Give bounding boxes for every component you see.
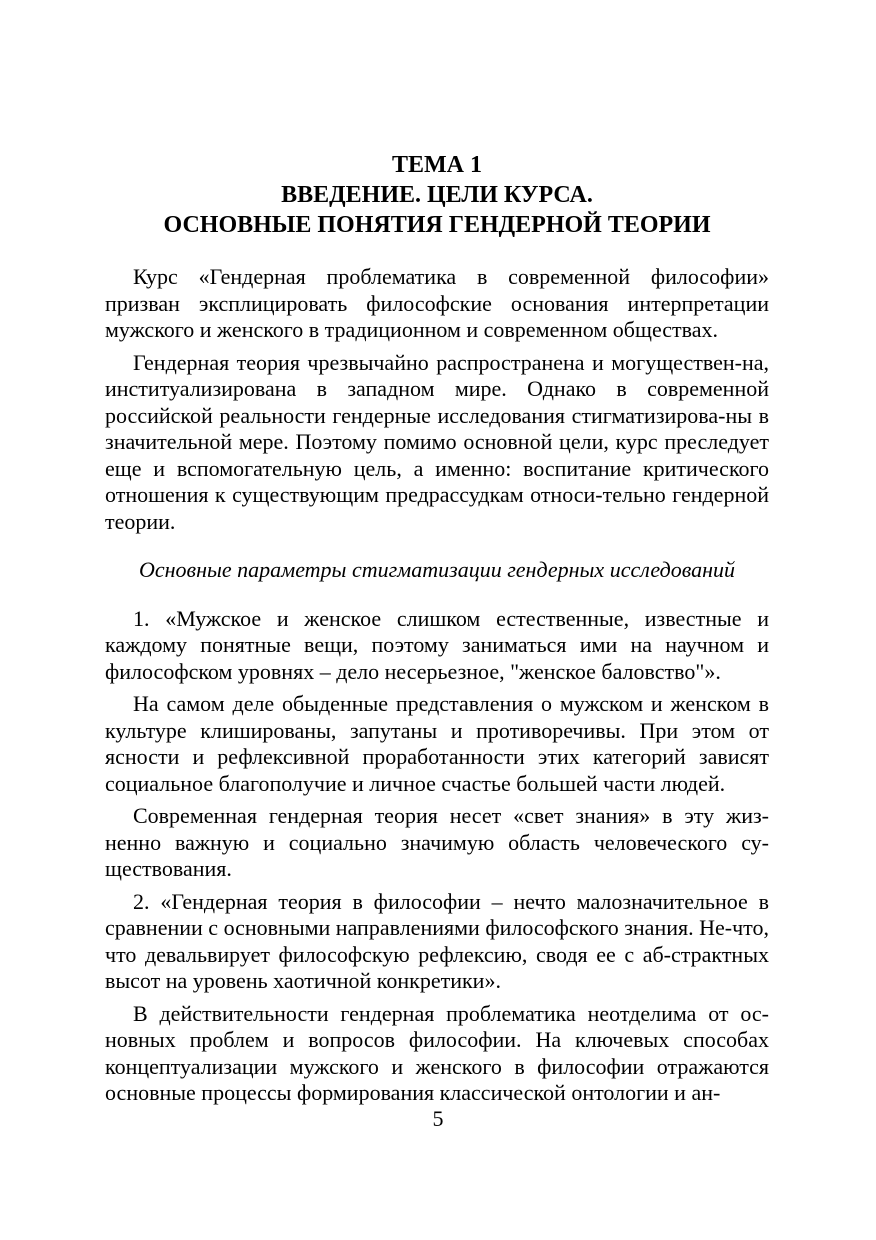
page-number: 5 [432, 1106, 444, 1131]
paragraph-light-of-knowledge: Современная гендерная теория несет «свет знания» в эту жиз-ненно важную и социально значимую область человеческого су-ществования. [105, 803, 769, 881]
paragraph-inseparable: В действительности гендерная проблематика неотделима от ос-новных проблем и вопросов философии. На ключевых способах концептуализации мужского и женского в философии отражаются основные процессы формирования классической онтологии и ан- [105, 1000, 769, 1105]
section-subheading: Основные параметры стигматизации гендерных исследований [138, 557, 736, 582]
paragraph-everyday-notions: На самом деле обыденные представления о мужском и женском в культуре клишированы, запутаны и противоречивы. При этом от ясности и рефлексивной проработанности этих категорий зависят социальное благополучие и личное счастье большей части людей. [105, 691, 769, 796]
paragraph-stigma-1: 1. «Мужское и женское слишком естественные, известные и каждому понятные вещи, поэтому заниматься ими на научном и философском уровнях – дело несерьезное, "женское баловство"». [105, 605, 769, 684]
chapter-title [105, 150, 769, 240]
chapter-title-line-1: ВВЕДЕНИЕ. ЦЕЛИ КУРСА. [281, 182, 593, 208]
chapter-number: ТЕМА 1 [392, 152, 482, 178]
page-content [105, 150, 769, 1113]
paragraph-gender-theory: Гендерная теория чрезвычайно распространена и могуществен-на, институализирована в западном мире. Однако в современной российской реальности гендерные исследования стигматизирова-ны в значительной мере. Поэтому помимо основной цели, курс преследует еще и вспомогательную цель, а именно: воспитание критического отношения к существующим предрассудкам относи-тельно гендерной теории. [105, 349, 769, 534]
paragraph-course-intro: Курс «Гендерная проблематика в современной философии» призван эксплицировать философские основания интерпретации мужского и женского в традиционном и современном обществах. [105, 264, 769, 342]
paragraph-stigma-2: 2. «Гендерная теория в философии – нечто малозначительное в сравнении с основными направлениями философского знания. Не-что, что девальвирует философскую рефлексию, сводя ее с аб-страктных высот на уровень хаотичной конкретики». [105, 888, 769, 993]
chapter-title-line-2: ОСНОВНЫЕ ПОНЯТИЯ ГЕНДЕРНОЙ ТЕОРИИ [163, 212, 711, 238]
